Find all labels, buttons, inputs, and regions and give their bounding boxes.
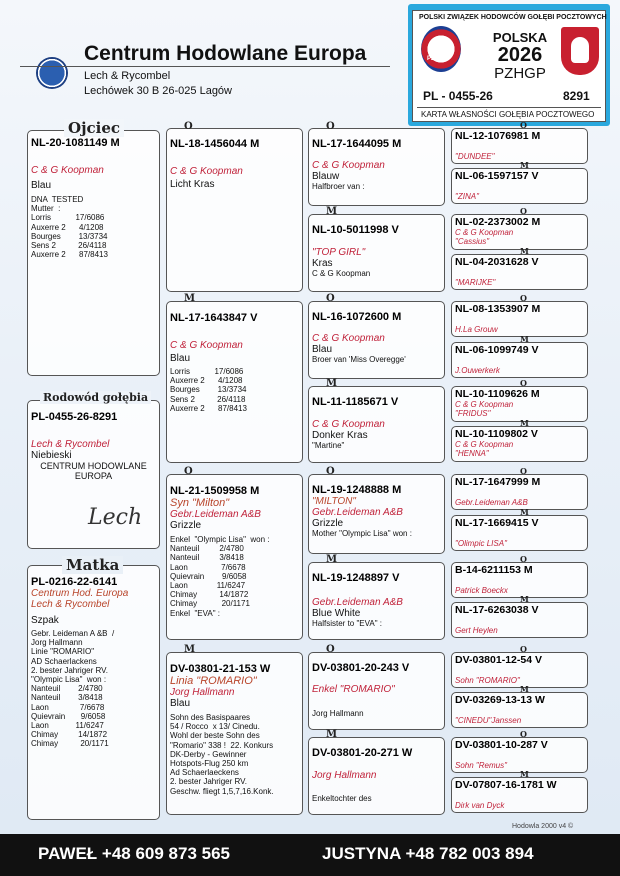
mff-note: Mother "Olympic Lisa" won :: [312, 529, 412, 538]
great-grandparent-ring: NL-04-2031628 V: [455, 256, 539, 268]
badge-year: 2026: [497, 44, 543, 66]
great-grandparent-sex: M: [520, 769, 529, 779]
great-grandparent-sex: M: [520, 334, 529, 344]
fmf-card: [308, 301, 445, 379]
fm-sex: M: [184, 293, 196, 304]
great-grandparent-note: "DUNDEE": [455, 152, 495, 161]
great-grandparent-sex: O: [520, 466, 527, 476]
mfm-ring: NL-19-1248897 V: [312, 572, 400, 584]
great-grandparent-card: [451, 254, 588, 290]
mm-info: Sohn des Basispaares 54 / Rocco x 13/ Cinedu. Wohl der beste Sohn des "Romario" 338 ! 22. Konkurs DK-Derby - Gewinner Hotspots-Flug 250 km Ad Schaerlaeckens 2. bester Jahriger RV. Geschw. fliegt 1,5,7,16.Konk.: [170, 713, 274, 796]
pigeon-color: Niebieski: [31, 450, 72, 461]
ffm-note: C & G Koopman: [312, 269, 371, 278]
ffm-ring: NL-10-5011998 V: [312, 224, 399, 236]
mm-sex: M: [184, 644, 196, 655]
fmf-sex: O: [326, 293, 335, 304]
ffm-breeder: "TOP GIRL": [312, 247, 366, 258]
great-grandparent-note: J.Ouwerkerk: [455, 366, 500, 375]
mother-color: Szpak: [31, 615, 59, 626]
great-grandparent-ring: NL-10-1109626 M: [455, 388, 540, 400]
mff-card: [308, 474, 445, 554]
great-grandparent-card: [451, 386, 588, 422]
contact-pawel: PAWEŁ +48 609 873 565: [38, 844, 231, 863]
great-grandparent-ring: NL-17-1647999 M: [455, 476, 541, 488]
pigeon-note2: EUROPA: [74, 471, 113, 481]
page-title: Centrum Hodowlane Europa: [84, 42, 367, 65]
mmf-sex: O: [326, 644, 335, 655]
fm-ring: NL-17-1643847 V: [170, 312, 258, 324]
father-card: [27, 130, 160, 376]
fff-sex: O: [326, 121, 335, 132]
great-grandparent-note: Gebr.Leideman A&B: [455, 498, 528, 507]
fm-color: Blau: [170, 353, 191, 364]
great-grandparent-sex: O: [520, 729, 527, 739]
badge-number: 8291: [563, 89, 590, 103]
ff-breeder: C & G Koopman: [170, 166, 243, 177]
mother-breeder2: Lech & Rycombel: [31, 599, 110, 610]
owner-address: Lechówek 30 B 26-025 Lagów: [84, 85, 232, 97]
great-grandparent-ring: B-14-6211153 M: [455, 564, 533, 576]
badge-ring: PL - 0455-26: [423, 89, 493, 103]
ffm-color: Kras: [312, 258, 333, 269]
mother-info: Gebr. Leideman A &B / Jorg Hallmann Linie "ROMARIO" AD Schaerlackens 2. bester Jahriger RV. "Olympic Lisa" won : Nanteuil 2/4780 Nanteuil 3/8418 Laon 7/6678 Quievrain 9/6058 Laon 11/6247 Chimay 14/1872 Chimay 20/1171: [31, 629, 115, 749]
mf-card: [166, 474, 303, 640]
great-grandparent-card: [451, 214, 588, 250]
badge-logo-text: PZHGP: [427, 56, 448, 62]
badge-rule: [417, 107, 601, 108]
mf-ring: NL-21-1509958 M: [170, 485, 260, 497]
great-grandparent-note: Sohn "Remus": [455, 761, 507, 770]
pigeon-breeder: Lech & Rycombel: [31, 439, 110, 450]
pigeon-heading: Rodowód gołębia: [40, 391, 151, 404]
title-rule: [20, 66, 390, 67]
great-grandparent-card: [451, 474, 588, 510]
club-logo: [36, 57, 68, 89]
great-grandparent-card: [451, 515, 588, 551]
fmf-breeder: C & G Koopman: [312, 333, 385, 344]
great-grandparent-sex: O: [520, 206, 527, 216]
mmm-note: Enkeltochter des: [312, 794, 372, 803]
father-ring: NL-20-1081149 M: [31, 137, 120, 149]
great-grandparent-note: "ZINA": [455, 192, 479, 201]
father-color: Blau: [31, 180, 52, 191]
badge-org: POLSKI ZWIĄZEK HODOWCÓW GOŁĘBI POCZTOWYCH: [419, 14, 607, 21]
great-grandparent-ring: NL-02-2373002 M: [455, 216, 541, 228]
great-grandparent-sex: O: [520, 120, 527, 130]
great-grandparent-card: [451, 301, 588, 337]
mff-name: "MILTON": [312, 496, 356, 507]
fm-card: [166, 301, 303, 463]
great-grandparent-ring: NL-08-1353907 M: [455, 303, 541, 315]
mother-heading: Matka: [62, 556, 123, 574]
great-grandparent-card: [451, 737, 588, 773]
great-grandparent-ring: NL-17-6263038 V: [455, 604, 539, 616]
fmf-note: Broer van 'Miss Overegge': [312, 355, 406, 364]
great-grandparent-note: "CINEDU"Janssen: [455, 716, 522, 725]
great-grandparent-note: Sohn "ROMARIO": [455, 676, 520, 685]
mfm-note: Halfsister to "EVA" :: [312, 619, 382, 628]
great-grandparent-card: [451, 777, 588, 813]
mf-info: Enkel "Olympic Lisa" won : Nanteuil 2/4780 Nanteuil 3/8418 Laon 7/6678 Quievrain 9/6058 Laon 11/6247 Chimay 14/1872 Chimay 20/1171 Enkel "EVA" :: [170, 535, 270, 618]
mff-color: Grizzle: [312, 518, 344, 529]
great-grandparent-card: [451, 426, 588, 462]
fff-breeder: C & G Koopman: [312, 160, 385, 171]
great-grandparent-ring: NL-06-1099749 V: [455, 344, 539, 356]
great-grandparent-card: [451, 128, 588, 164]
great-grandparent-sex: M: [520, 418, 529, 428]
membership-badge: [408, 4, 610, 126]
great-grandparent-card: [451, 168, 588, 204]
badge-card-label: KARTA WŁASNOŚCI GOŁĘBIA POCZTOWEGO: [421, 110, 595, 119]
great-grandparent-sex: M: [520, 507, 529, 517]
mmf-note: Jorg Hallmann: [312, 709, 364, 718]
father-info: DNA TESTED Mutter : Lorris 17/6086 Auxerre 2 4/1208 Bourges 13/3734 Sens 2 26/4118 Auxerre 2 87/8413: [31, 195, 108, 260]
great-grandparent-card: [451, 342, 588, 378]
mfm-breeder: Gebr.Leideman A&B: [312, 597, 403, 608]
mm-ring: DV-03801-21-153 W: [170, 663, 271, 675]
great-grandparent-ring: NL-10-1109802 V: [455, 428, 538, 440]
fm-breeder: C & G Koopman: [170, 340, 243, 351]
great-grandparent-ring: NL-12-1076981 M: [455, 130, 541, 142]
mfm-sex: M: [326, 554, 338, 565]
mmm-ring: DV-03801-20-271 W: [312, 747, 413, 759]
mother-card: [27, 565, 160, 820]
great-grandparent-card: [451, 652, 588, 688]
great-grandparent-ring: DV-03801-10-287 V: [455, 739, 548, 751]
mff-sex: O: [326, 466, 335, 477]
great-grandparent-sex: O: [520, 554, 527, 564]
fmm-card: [308, 386, 445, 463]
mmm-sex: M: [326, 729, 338, 740]
mfm-color: Blue White: [312, 608, 361, 619]
fmf-ring: NL-16-1072600 M: [312, 311, 402, 323]
mmf-card: [308, 652, 445, 730]
fff-note: Halfbroer van :: [312, 182, 365, 191]
fmm-color: Donker Kras: [312, 430, 368, 441]
great-grandparent-ring: NL-06-1597157 V: [455, 170, 539, 182]
father-breeder: C & G Koopman: [31, 165, 104, 176]
fm-info: Lorris 17/6086 Auxerre 2 4/1208 Bourges 13/3734 Sens 2 26/4118 Auxerre 2 87/8413: [170, 367, 247, 413]
great-grandparent-sex: M: [520, 246, 529, 256]
mm-card: [166, 652, 303, 815]
pigeon-note1: CENTRUM HODOWLANE: [40, 461, 147, 471]
fmf-color: Blau: [312, 344, 333, 355]
pigeon-ring: PL-0455-26-8291: [31, 411, 118, 423]
badge-logo: [421, 26, 461, 72]
great-grandparent-note: C & G Koopman: [455, 400, 514, 409]
contact-footer: [0, 834, 620, 876]
badge-org-short: PZHGP: [494, 65, 546, 82]
great-grandparent-ring: DV-03801-12-54 V: [455, 654, 542, 666]
eagle-icon: [561, 27, 599, 75]
great-grandparent-note: C & G Koopman: [455, 228, 514, 237]
mmf-breeder: Enkel "ROMARIO": [312, 684, 395, 695]
ff-ring: NL-18-1456044 M: [170, 138, 260, 150]
owner-name: Lech & Rycombel: [84, 70, 171, 82]
mfm-card: [308, 562, 445, 640]
mff-breeder: Gebr.Leideman A&B: [312, 507, 403, 518]
mm-breeder: Jorg Hallmann: [170, 687, 235, 698]
great-grandparent-card: [451, 562, 588, 598]
fmm-breeder: C & G Koopman: [312, 419, 385, 430]
great-grandparent-note: "MARIJKE": [455, 278, 496, 287]
great-grandparent-name: "HENNA": [455, 449, 489, 458]
great-grandparent-card: [451, 692, 588, 728]
fff-ring: NL-17-1644095 M: [312, 138, 402, 150]
ffm-sex: M: [326, 206, 338, 217]
great-grandparent-note: H.La Grouw: [455, 325, 498, 334]
software-credit: Hodowla 2000 v4 ©: [512, 823, 574, 830]
great-grandparent-note: Dirk van Dyck: [455, 801, 505, 810]
great-grandparent-ring: NL-17-1669415 V: [455, 517, 539, 529]
fff-card: [308, 128, 445, 206]
mmm-card: [308, 737, 445, 815]
badge-country: POLSKA: [492, 30, 548, 45]
fmm-note: "Martine": [312, 441, 345, 450]
mother-breeder1: Centrum Hod. Europa: [31, 588, 129, 599]
ff-card: [166, 128, 303, 292]
mm-color: Blau: [170, 698, 191, 709]
great-grandparent-sex: O: [520, 378, 527, 388]
pigeon-card: [27, 400, 160, 549]
fff-color: Blauw: [312, 171, 340, 182]
mf-color: Grizzle: [170, 520, 202, 531]
pigeon-signature: Lech: [88, 505, 143, 530]
great-grandparent-ring: DV-07807-16-1781 W: [455, 779, 557, 791]
ffm-card: [308, 214, 445, 292]
great-grandparent-sex: O: [520, 293, 527, 303]
mm-name: Linia "ROMARIO": [170, 675, 257, 687]
mf-name: Syn "Milton": [170, 497, 230, 509]
great-grandparent-name: "Cassius": [455, 237, 490, 246]
great-grandparent-note: C & G Koopman: [455, 440, 514, 449]
great-grandparent-note: Gert Heylen: [455, 626, 498, 635]
great-grandparent-ring: DV-03269-13-13 W: [455, 694, 545, 706]
mf-breeder: Gebr.Leideman A&B: [170, 509, 261, 520]
mmf-ring: DV-03801-20-243 V: [312, 662, 410, 674]
great-grandparent-sex: M: [520, 160, 529, 170]
father-heading: Ojciec: [64, 119, 124, 137]
fmm-sex: M: [326, 378, 338, 389]
great-grandparent-note: Patrick Boeckx: [455, 586, 508, 595]
great-grandparent-card: [451, 602, 588, 638]
ff-color: Licht Kras: [170, 179, 215, 190]
great-grandparent-name: "FRIDUS": [455, 409, 491, 418]
great-grandparent-sex: O: [520, 644, 527, 654]
mf-sex: O: [184, 466, 193, 477]
ff-sex: O: [184, 121, 193, 132]
mmm-breeder: Jorg Hallmann: [312, 770, 377, 781]
mother-ring: PL-0216-22-6141: [31, 576, 118, 588]
great-grandparent-note: "Olimpic LISA": [455, 539, 507, 548]
great-grandparent-sex: M: [520, 594, 529, 604]
contact-justyna: JUSTYNA +48 782 003 894: [322, 844, 534, 863]
mff-ring: NL-19-1248888 M: [312, 484, 402, 496]
fmm-ring: NL-11-1185671 V: [312, 396, 399, 408]
great-grandparent-sex: M: [520, 684, 529, 694]
